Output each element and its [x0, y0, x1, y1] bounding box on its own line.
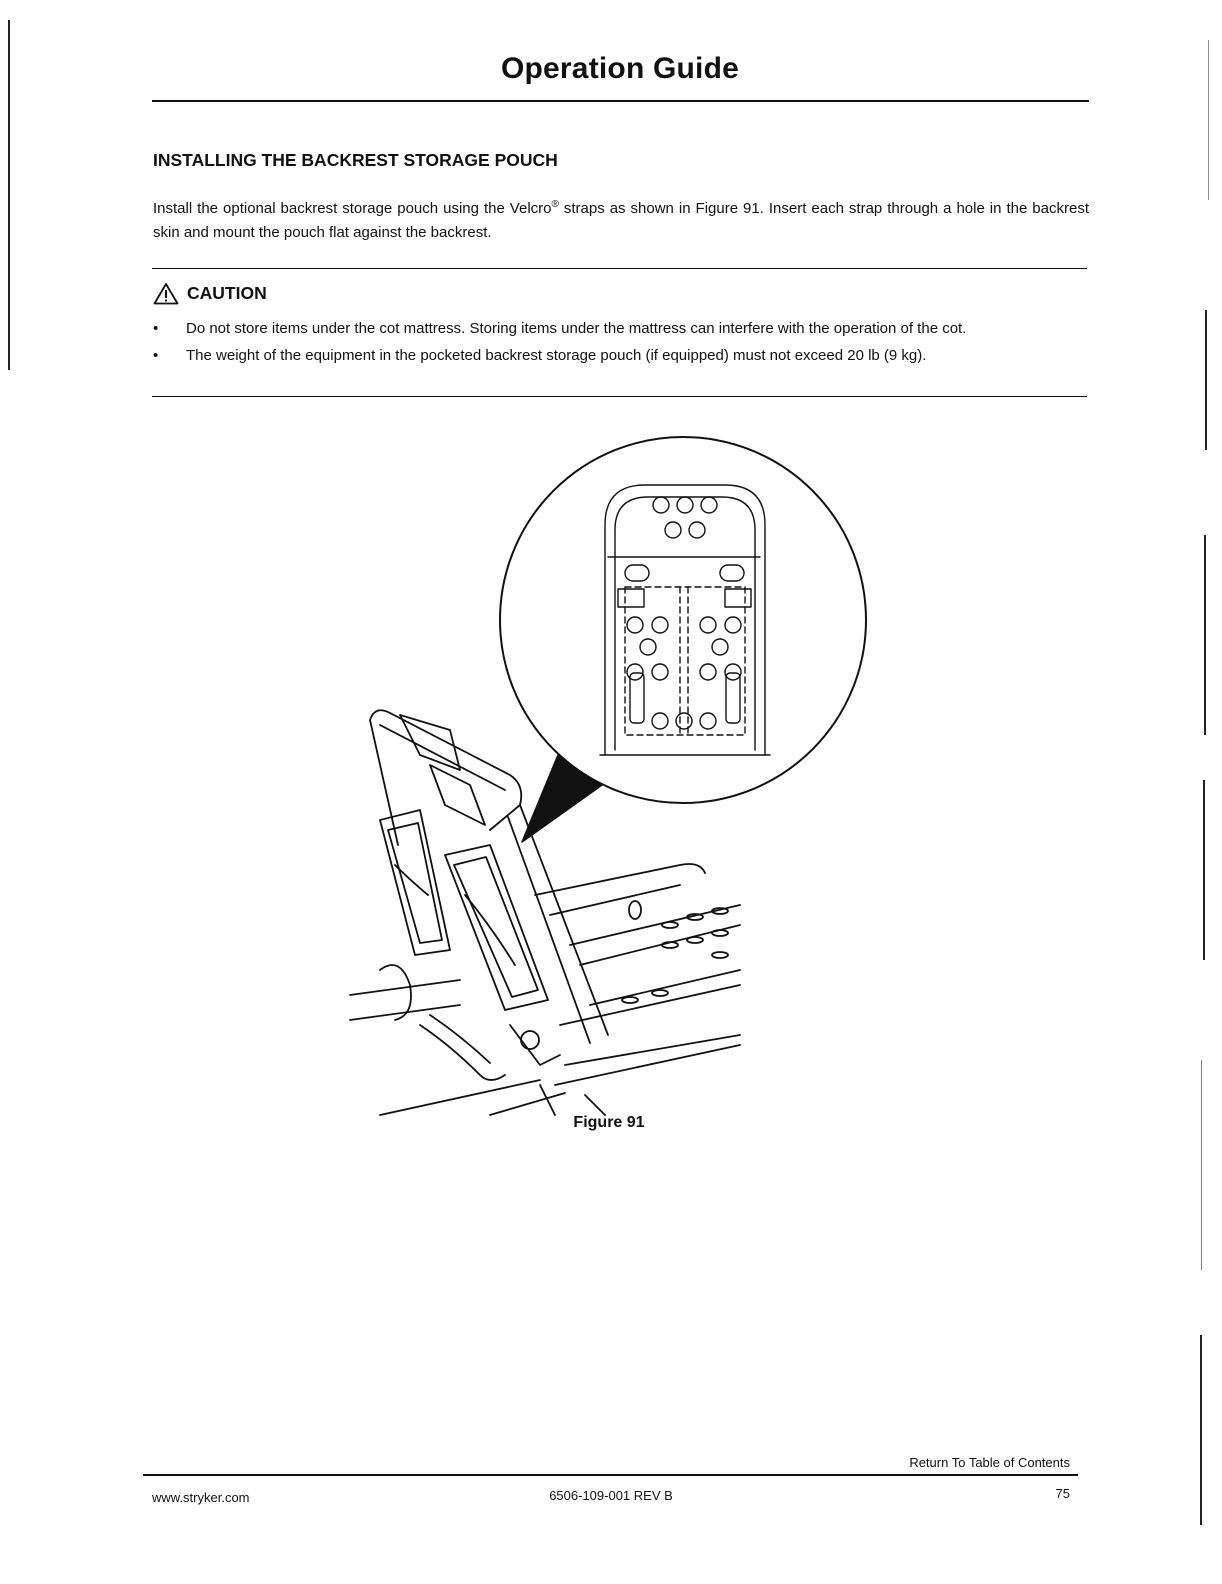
scan-edge-mark-right-2 [1205, 310, 1207, 450]
caution-item [153, 343, 1087, 368]
toc-link[interactable]: Return To Table of Contents [909, 1455, 1070, 1470]
footer-doc-number: 6506-109-001 REV B [549, 1488, 673, 1503]
bullet: • [153, 320, 159, 337]
instruction-paragraph [153, 197, 1089, 245]
caution-item-text: Do not store items under the cot mattress. Storing items under the mattress can interfere with the operation of the cot. [186, 320, 967, 337]
caution-item [153, 316, 1087, 341]
scan-edge-mark-right-5 [1201, 1060, 1202, 1270]
footer-rule [143, 1474, 1078, 1476]
paragraph-text-end: straps as shown in Figure 91. Insert each strap through a hole in the backrest skin and mount the pouch flat against the backrest. [153, 200, 1089, 241]
page-number: 75 [1055, 1486, 1070, 1501]
caution-title: CAUTION [187, 283, 267, 303]
caution-top-rule [152, 268, 1087, 269]
warning-triangle-icon [153, 282, 179, 305]
caution-heading [153, 282, 267, 305]
caution-list [153, 316, 1087, 370]
backrest-pouch-figure [340, 425, 890, 1125]
paragraph-text-start: Install the optional backrest storage pouch using the Velcro [153, 200, 552, 217]
figure-caption: Figure 91 [573, 1114, 645, 1131]
registered-mark: ® [551, 199, 559, 210]
caution-item-text: The weight of the equipment in the pocketed backrest storage pouch (if equipped) must not exceed 20 lb (9 kg). [186, 347, 927, 364]
bullet: • [153, 347, 159, 364]
detail-circle [500, 437, 866, 803]
scan-edge-mark-right-3 [1204, 535, 1206, 735]
caution-bottom-rule [152, 396, 1087, 397]
section-heading: INSTALLING THE BACKREST STORAGE POUCH [153, 150, 558, 170]
page-title: Operation Guide [500, 52, 740, 85]
scan-edge-mark-right-4 [1203, 780, 1205, 960]
footer-website: www.stryker.com [152, 1490, 250, 1505]
header-rule [152, 100, 1089, 102]
